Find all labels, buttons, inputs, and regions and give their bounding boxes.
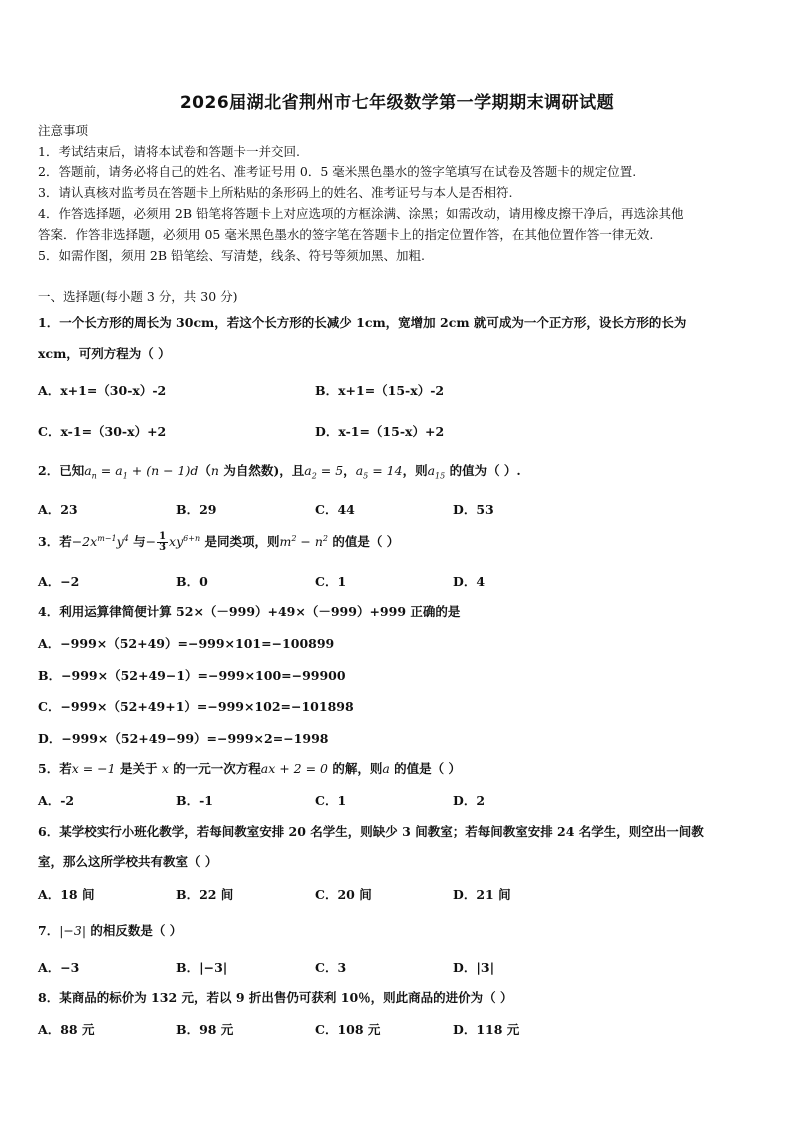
- notice-item-2: 2．答题前，请务必将自己的姓名、准考证号用 0．5 毫米黑色墨水的签字笔填写在试卷及答题卡的规定位置.: [38, 164, 637, 179]
- question-8-option-b: B．98 元: [176, 1022, 234, 1037]
- question-8-stem: 8．某商品的标价为 132 元，若以 9 折出售仍可获利 10％，则此商品的进价为（ ）: [38, 990, 513, 1005]
- question-7-stem: 7．|−3| 的相反数是（ ）: [38, 923, 183, 938]
- question-7-option-b: B．|−3|: [176, 960, 228, 975]
- question-2-option-b: B．29: [176, 502, 217, 517]
- fraction-one-third: $\frac{1}{3}$: [159, 531, 167, 553]
- question-4-stem: 4．利用运算律简便计算 52×（－999）+49×（－999）+999 正确的是: [38, 604, 461, 619]
- question-1-option-b: B．x+1=（15-x）-2: [315, 383, 445, 398]
- question-1-option-a: A．x+1=（30-x）-2: [38, 383, 167, 398]
- question-2-option-a: A．23: [38, 502, 78, 517]
- question-6-option-b: B．22 间: [176, 887, 234, 902]
- question-4-option-a: A．−999×（52+49）=−999×101=−100899: [38, 636, 335, 651]
- question-6-stem-cont: 室，那么这所学校共有教室（ ）: [38, 854, 218, 869]
- question-2-option-d: D．53: [453, 502, 494, 517]
- notice-item-1: 1．考试结束后，请将本试卷和答题卡一并交回.: [38, 144, 300, 159]
- question-5-stem: 5．若x = −1 是关于 x 的一元一次方程ax + 2 = 0 的解，则a 的值是（ ）: [38, 761, 462, 776]
- question-1-option-d: D．x-1=（15-x）+2: [315, 424, 445, 439]
- question-5-option-c: C．1: [315, 793, 347, 808]
- question-5-option-d: D．2: [453, 793, 486, 808]
- question-3-stem: 3．若$-2x^{m-1}y^4$ 与− $\frac{1}{3}$ $xy^{6+n}$ 是同类项，则$m^2 - n^2$ 的值是（ ）: [38, 531, 400, 553]
- notice-item-5: 5．如需作图，须用 2B 铅笔绘、写清楚，线条、符号等须加黑、加粗.: [38, 248, 426, 263]
- question-8-option-d: D．118 元: [453, 1022, 520, 1037]
- question-1-stem: 1．一个长方形的周长为 30cm，若这个长方形的长减少 1cm，宽增加 2cm 就可成为一个正方形，设长方形的长为: [38, 315, 687, 330]
- question-4-option-c: C．−999×（52+49+1）=−999×102=−101898: [38, 699, 354, 714]
- question-7-option-c: C．3: [315, 960, 347, 975]
- section-heading: 一、选择题(每小题 3 分，共 30 分): [38, 289, 238, 304]
- question-7-option-a: A．−3: [38, 960, 80, 975]
- question-8-option-a: A．88 元: [38, 1022, 95, 1037]
- question-6-stem: 6．某学校实行小班化教学，若每间教室安排 20 名学生，则缺少 3 间教室；若每间教室安排 24 名学生，则空出一间教: [38, 824, 704, 839]
- question-5-option-b: B．-1: [176, 793, 213, 808]
- notice-heading: 注意事项: [38, 123, 89, 138]
- question-2-stem: 2．已知$a_n = a_1 + (n - 1)d(n$ 为自然数)，且$a_2 = 5$，$a_5 = 14$，则$a_{15}$ 的值为（ ）.: [38, 463, 521, 481]
- notice-item-4-cont: 答案．作答非选择题，必须用 05 毫米黑色墨水的签字笔在答题卡上的指定位置作答，在其他位置作答一律无效.: [38, 227, 654, 242]
- question-3-option-a: A．−2: [38, 574, 80, 589]
- question-1-option-c: C．x-1=（30-x）+2: [38, 424, 167, 439]
- question-2-option-c: C．44: [315, 502, 355, 517]
- question-1-stem-cont: xcm，可列方程为（ ）: [38, 346, 171, 361]
- question-3-option-d: D．4: [453, 574, 486, 589]
- question-4-option-b: B．−999×（52+49−1）=−999×100=−99900: [38, 668, 346, 683]
- question-8-option-c: C．108 元: [315, 1022, 381, 1037]
- question-6-option-a: A．18 间: [38, 887, 95, 902]
- question-4-option-d: D．−999×（52+49−99）=−999×2=−1998: [38, 731, 329, 746]
- question-7-option-d: D．|3|: [453, 960, 495, 975]
- question-6-option-d: D．21 间: [453, 887, 511, 902]
- question-6-option-c: C．20 间: [315, 887, 372, 902]
- notice-item-3: 3．请认真核对监考员在答题卡上所粘贴的条形码上的姓名、准考证号与本人是否相符.: [38, 185, 513, 200]
- question-3-option-c: C．1: [315, 574, 347, 589]
- question-3-option-b: B．0: [176, 574, 208, 589]
- page-title: 2026届湖北省荆州市七年级数学第一学期期末调研试题: [179, 93, 615, 113]
- question-5-option-a: A．-2: [38, 793, 75, 808]
- formula-an: $a_n = a_1 + (n - 1)d$: [84, 463, 199, 481]
- notice-item-4: 4．作答选择题，必须用 2B 铅笔将答题卡上对应选项的方框涂满、涂黑；如需改动，请用橡皮擦干净后，再选涂其他: [38, 206, 684, 221]
